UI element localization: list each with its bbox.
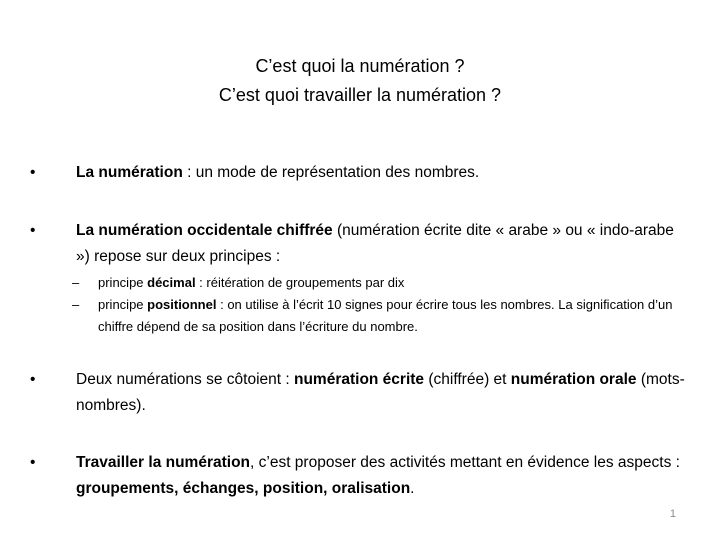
bold-text: positionnel [147, 297, 217, 312]
text: principe [98, 297, 148, 312]
text: (numération écrite dite « arabe » ou « indo-arabe ») repose sur deux principes : [76, 222, 674, 265]
bullet-icon: • [30, 222, 36, 239]
bullet-deux-numerations [30, 367, 690, 419]
sub-bullet-decimal [72, 272, 692, 294]
bold-text: Travailler la numération [76, 454, 251, 471]
bold-text: La numération [76, 164, 183, 181]
bullet-icon: • [30, 454, 36, 471]
text: , c’est proposer des activités mettant en évidence les aspects : [250, 454, 680, 471]
bold-text: numération écrite [293, 371, 425, 388]
bold-text: décimal [147, 275, 196, 290]
page-number: 1 [669, 508, 676, 520]
bullet-icon: • [30, 371, 36, 388]
bullet-numeration-definition [30, 160, 690, 186]
bold-text: numération orale [510, 371, 637, 388]
dash-icon: – [72, 275, 80, 290]
text: : on utilise à l’écrit 10 signes pour écrire tous les nombres. La signification d’un chiffre dépend de sa position dans l’écriture du nombre. [98, 297, 673, 334]
text: : un mode de représentation des nombres. [182, 164, 480, 181]
text: (mots-nombres). [76, 371, 685, 414]
title-line-1: C’est quoi la numération ? [255, 56, 465, 76]
slide-title [0, 52, 720, 110]
text: : réitération de groupements par dix [195, 275, 405, 290]
title-line-2: C’est quoi travailler la numération ? [218, 85, 502, 105]
bold-text: groupements, échanges, position, oralisation [76, 480, 411, 497]
text: Deux numérations se côtoient : [76, 371, 294, 388]
bullet-travailler-numeration [30, 450, 690, 502]
text: (chiffrée) et [424, 371, 511, 388]
text: principe [98, 275, 148, 290]
bullet-icon: • [30, 164, 36, 181]
text: . [410, 480, 415, 497]
dash-icon: – [72, 297, 80, 312]
sub-bullet-positionnel [72, 294, 692, 338]
bold-text: La numération occidentale chiffrée [76, 222, 333, 239]
bullet-numeration-occidentale [30, 218, 690, 270]
